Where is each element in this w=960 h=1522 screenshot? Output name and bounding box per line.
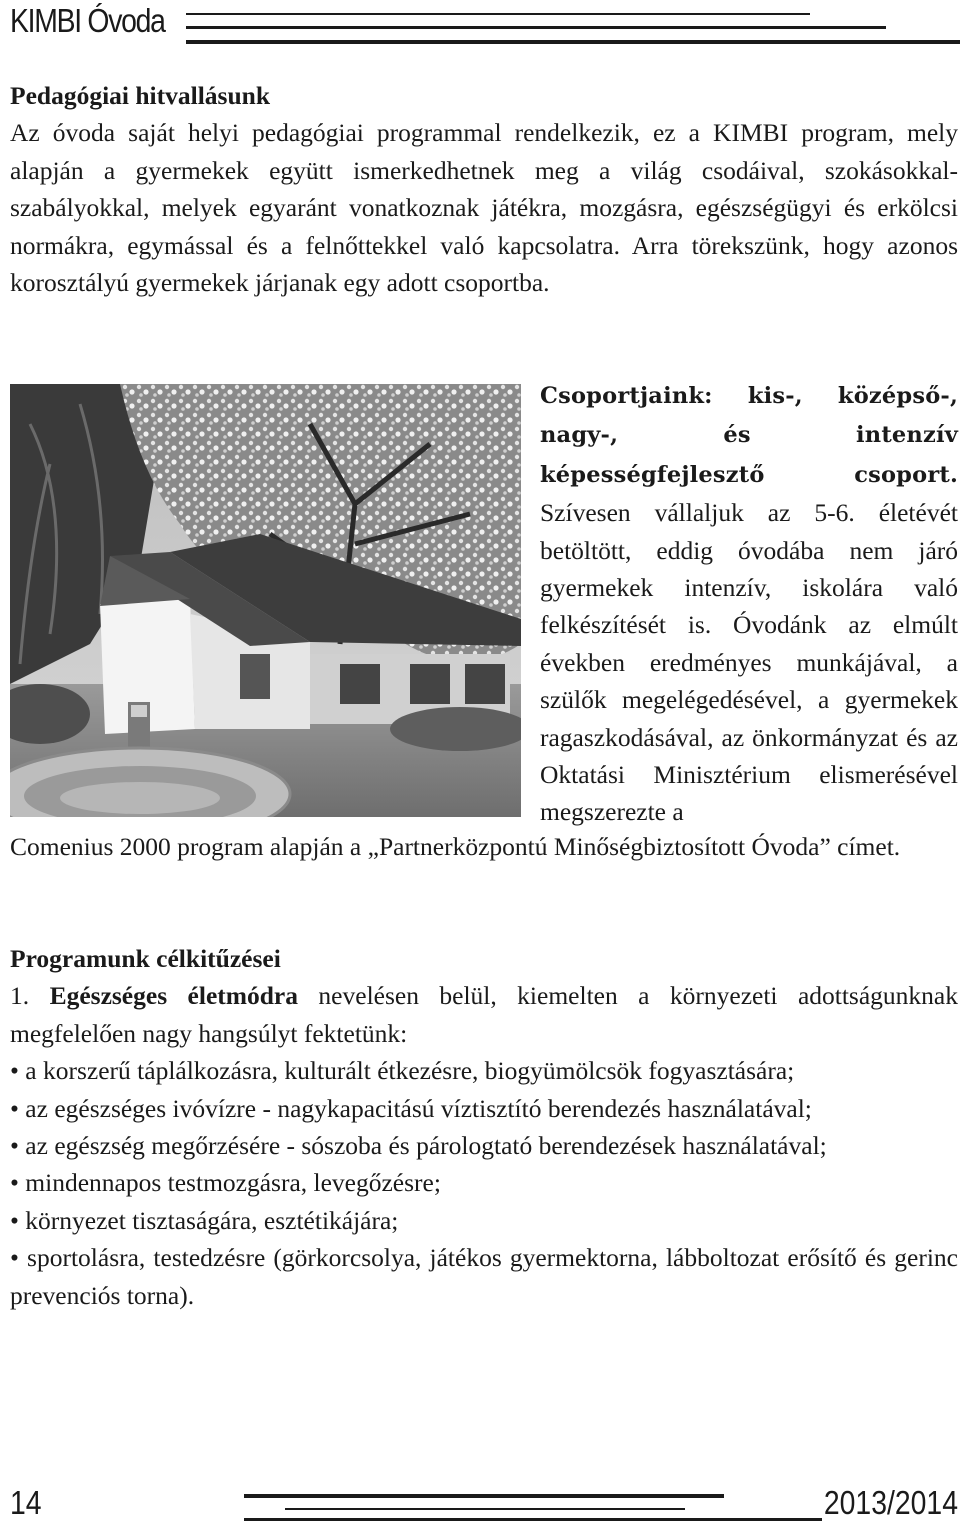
bullet-item: • a korszerű táplálkozásra, kulturált étkezésre, biogyümölcsök fogyasztására; <box>10 1056 795 1086</box>
groups-continued-text: Comenius 2000 program alapján a „Partnerközpontú Minőségbiztosított Óvoda” címet. <box>10 832 901 861</box>
philosophy-text: Az óvoda saját helyi pedagógiai programmal rendelkezik, ez a KIMBI program, mely alapján a gyermekek együtt ismerkedhetnek meg a világ csodáival, szokásokkal-szabályokkal, melyek egyaránt vonatkoznak játékra, mozgásra, egészségügyi és erkölcsi normákra, egymással és a felnőttekkel való kapcsolatra. Arra törekszünk, hogy azonos korosztályú gyermekek járjanak egy adott csoportba. <box>10 118 958 298</box>
header-rule-top <box>186 13 810 15</box>
section-program-goals <box>10 940 958 1314</box>
school-year: 2013/2014 <box>823 1484 958 1521</box>
groups-text-column <box>540 376 958 831</box>
page-number: 14 <box>10 1484 42 1521</box>
header-rule-middle <box>186 26 886 29</box>
goal-item-text: nevelésen belül, kiemelten a környezeti adottságunknak megfelelően nagy hangsúlyt fektetünk: <box>10 981 958 1048</box>
bullet-item: • az egészség megőrzésére - sószoba és párologtató berendezések használatával; <box>10 1131 827 1161</box>
groups-bold-text: Csoportjaink: kis-, középső-, nagy-, és intenzív képességfejlesztő csoport. <box>540 383 958 488</box>
section-philosophy <box>10 77 958 301</box>
header-rule-bottom <box>186 40 960 44</box>
section-heading-philosophy: Pedagógiai hitvallásunk <box>10 81 271 110</box>
bullet-item: • sportolásra, testedzésre (görkorcsolya, játékos gyermektorna, lábboltozat erősítő és gerinc prevenciós torna). <box>10 1243 958 1310</box>
groups-text-continued <box>10 828 958 865</box>
groups-text: Szívesen vállaljuk az 5-6. életévét betöltött, eddig óvodába nem járó gyermekek intenzív, iskolára való felkészítését is. Óvodánk az elmúlt években eredményes munkájával, a szülők megelégedésével, a gyermekek ragaszkodásával, az önkormányzat és az Oktatási Minisztérium elismerésével megszerezte a <box>540 498 958 827</box>
page-header <box>10 0 960 44</box>
bullet-item: • környezet tisztaságára, esztétikájára; <box>10 1205 399 1235</box>
kindergarten-building-photo <box>10 384 521 817</box>
bullet-item: • mindennapos testmozgásra, levegőzésre; <box>10 1168 441 1198</box>
footer-rule-top <box>244 1494 724 1498</box>
bullet-item: • az egészséges ivóvízre - nagykapacitású víztisztító berendezés használatával; <box>10 1093 812 1123</box>
header-title: KIMBI Óvoda <box>10 2 165 39</box>
section-heading-goals: Programunk célkitűzései <box>10 944 281 973</box>
goal-item-bold: Egészséges életmódra <box>49 981 298 1011</box>
footer-rule-middle <box>285 1508 685 1510</box>
goal-item-number: 1. <box>10 981 30 1011</box>
